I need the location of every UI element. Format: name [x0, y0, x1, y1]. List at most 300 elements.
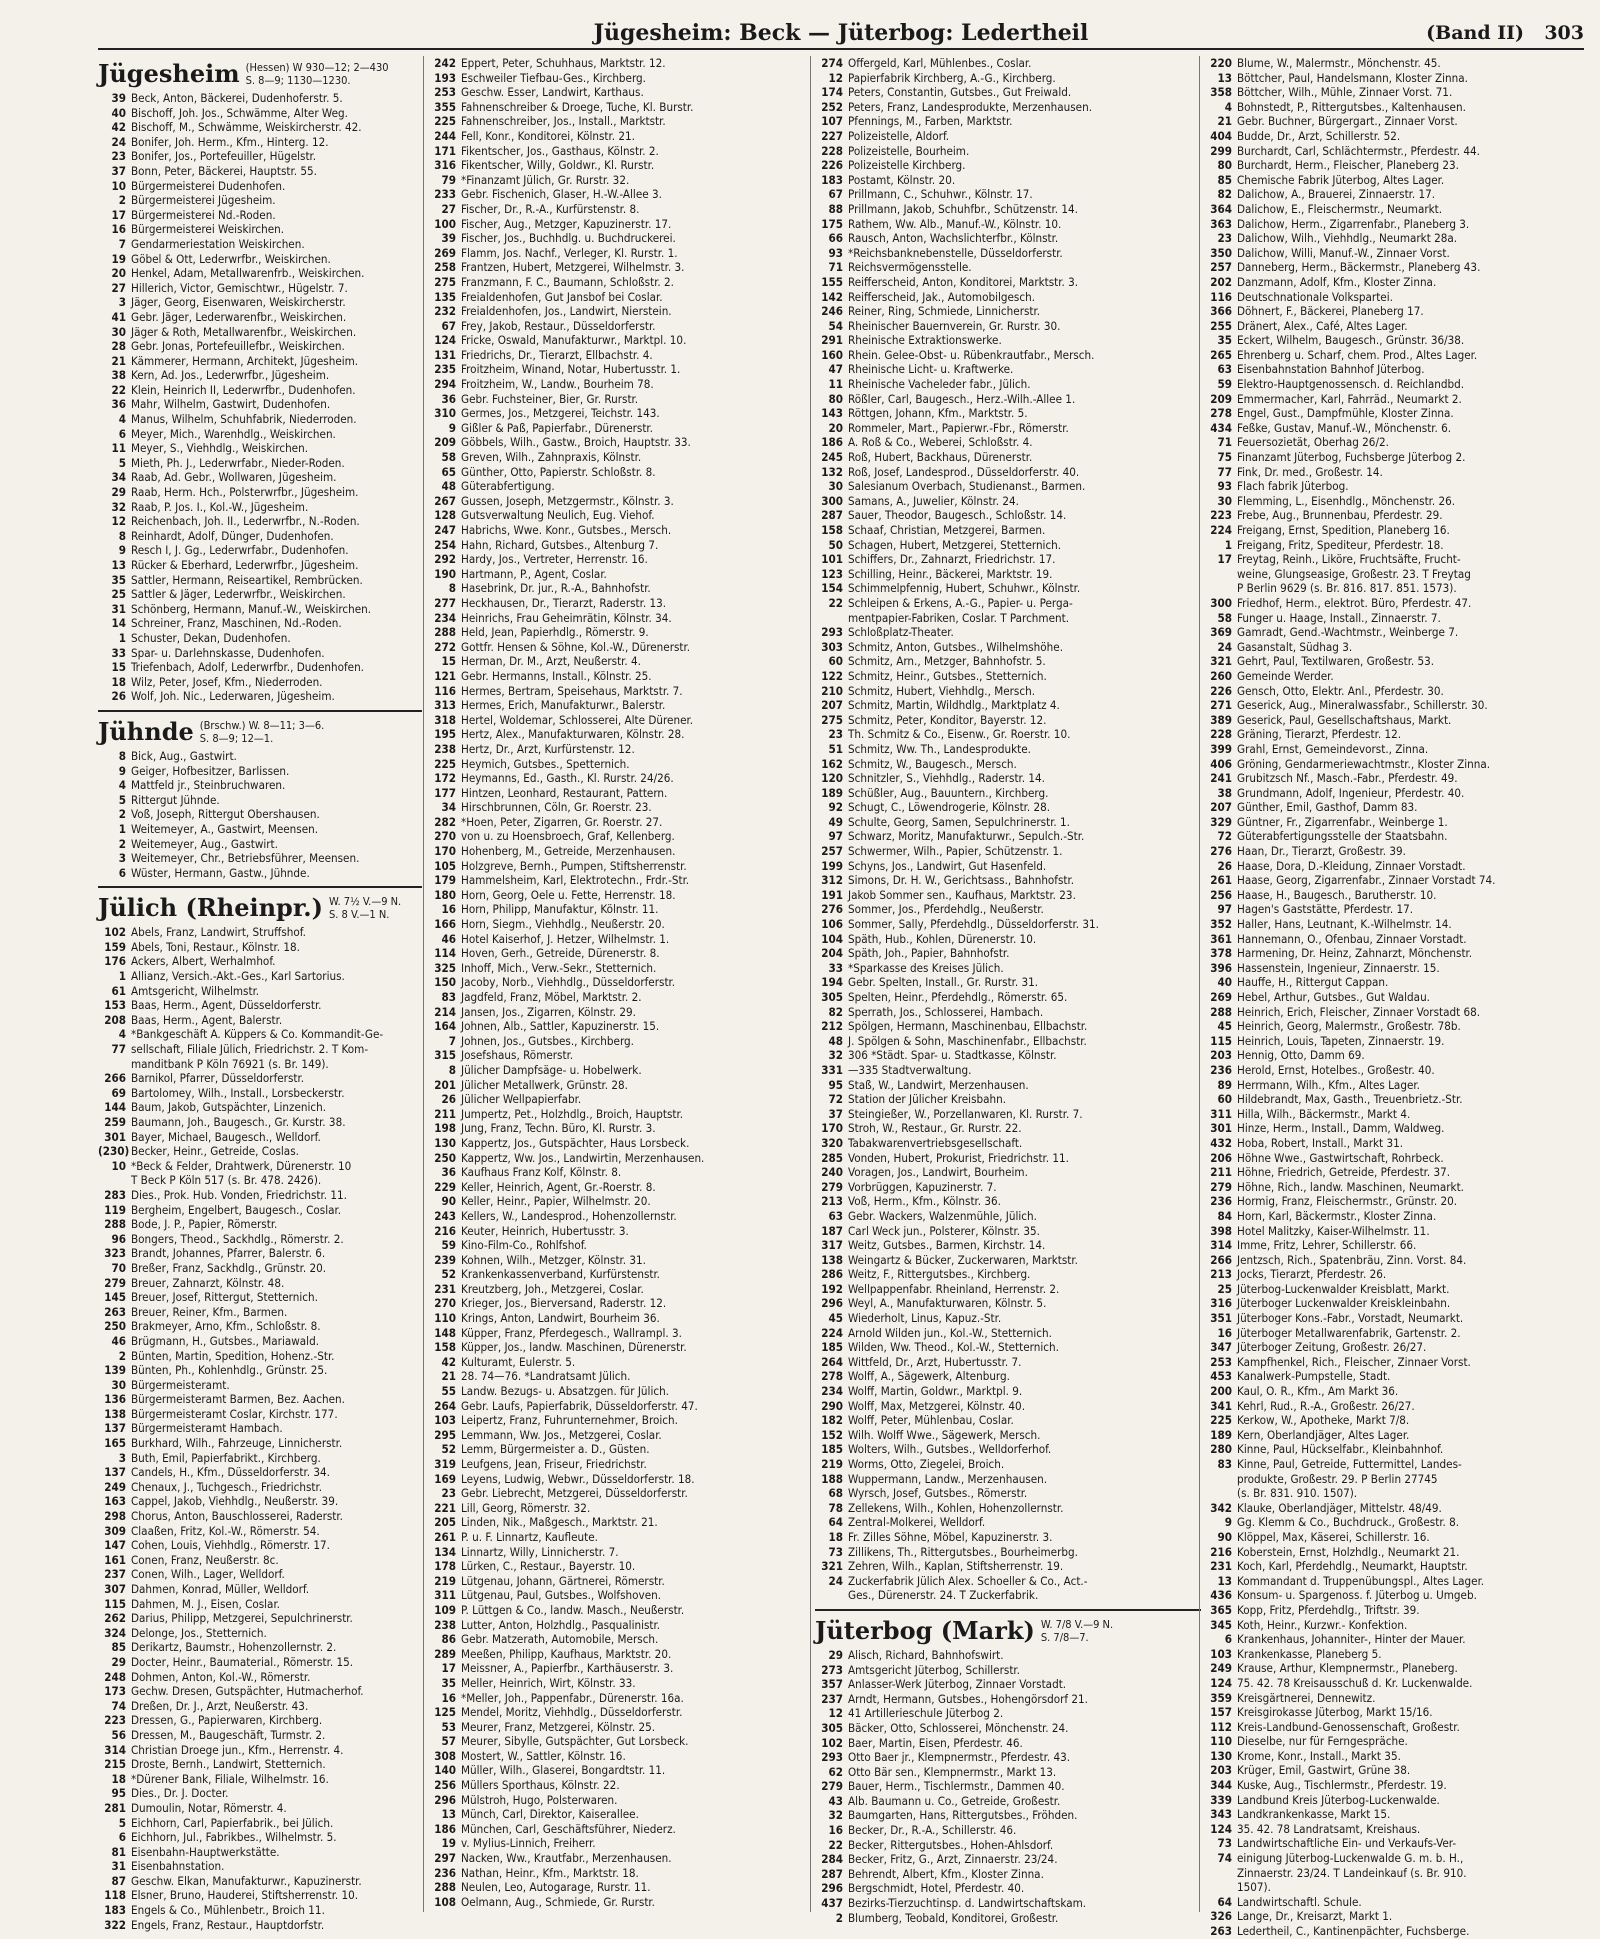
subscriber-text: Kreisgirokasse Jüterbog, Markt 15/16. — [1237, 1705, 1433, 1720]
subscriber-text: Flemming, L., Eisenhdlg., Mönchenstr. 26. — [1237, 493, 1456, 508]
phone-number: 329 — [1210, 814, 1232, 829]
phone-number: 32 — [828, 1808, 843, 1823]
subscriber-text: Landw. Bezugs- u. Absatzgen. für Jülich. — [461, 1384, 669, 1399]
subscriber-text: Zillikens, Th., Rittergutsbes., Bourheimerbg. — [848, 1544, 1078, 1559]
directory-entry — [428, 684, 812, 699]
phone-number: 211 — [434, 1106, 456, 1121]
subscriber-text: Friedhof, Herm., elektrot. Büro, Pferdestr. 47. — [1237, 595, 1472, 610]
subscriber-text: Kulturamt, Eulerstr. 5. — [461, 1354, 576, 1369]
directory-entry — [428, 1618, 812, 1633]
directory-entry — [98, 631, 422, 646]
phone-number: 102 — [821, 1735, 843, 1750]
phone-number: 226 — [1210, 683, 1232, 698]
phone-number: 185 — [821, 1340, 843, 1355]
directory-entry — [428, 1807, 812, 1822]
phone-number: 33 — [111, 645, 126, 660]
phone-number: 26 — [441, 1092, 456, 1107]
directory-entry — [1204, 1603, 1590, 1618]
subscriber-text: manditbank P Köln 76921 (s. Br. 149). — [131, 1056, 329, 1071]
directory-entry — [1204, 859, 1590, 874]
phone-number: 97 — [828, 829, 843, 844]
directory-entry — [815, 757, 1201, 772]
subscriber-text: Burchardt, Herm., Fleischer, Planeberg 23. — [1237, 158, 1459, 173]
subscriber-text: *Meller, Joh., Pappenfabr., Dürenerstr. 16a. — [461, 1690, 684, 1705]
directory-entry — [98, 1392, 422, 1407]
subscriber-text: Gendarmeriestation Weiskirchen. — [131, 236, 305, 251]
directory-entry — [1204, 611, 1590, 626]
subscriber-text: *Sparkasse des Kreises Jülich. — [848, 960, 1004, 975]
subscriber-text: Bürgermeisterei Nd.-Roden. — [131, 207, 276, 222]
subscriber-text: Kinne, Paul, Hückselfabr., Kleinbahnhof. — [1237, 1442, 1444, 1457]
directory-entry — [1204, 1720, 1590, 1735]
directory-entry — [815, 158, 1201, 173]
subscriber-text: Fischer, Jos., Buchhdlg. u. Buchdruckerei. — [461, 231, 676, 246]
subscriber-text: Johnen, Alb., Sattler, Kapuzinerstr. 15. — [461, 1019, 660, 1034]
subscriber-text: Hauffe, H., Rittergut Cappan. — [1237, 975, 1389, 990]
phone-number: 32 — [828, 1048, 843, 1063]
subscriber-text: Höhne, Rich., landw. Maschinen, Neumarkt. — [1237, 1179, 1464, 1194]
directory-entry — [428, 1588, 812, 1603]
directory-entry — [1204, 640, 1590, 655]
subscriber-text: Delonge, Jos., Stetternich. — [131, 1625, 267, 1640]
phone-number: 279 — [821, 1179, 843, 1194]
directory-entry — [1204, 975, 1590, 990]
directory-entry — [815, 523, 1201, 538]
directory-entry — [1204, 1340, 1590, 1355]
phone-number: 41 — [111, 309, 126, 324]
phone-number: 232 — [434, 304, 456, 319]
directory-entry — [815, 1063, 1201, 1078]
phone-number: 29 — [828, 1647, 843, 1662]
section-divider — [98, 886, 422, 888]
directory-entry — [815, 202, 1201, 217]
directory-entry — [428, 946, 812, 961]
phone-number: 243 — [434, 1208, 456, 1223]
phone-number: 275 — [821, 712, 843, 727]
directory-entry — [1204, 290, 1590, 305]
directory-entry — [1204, 961, 1590, 976]
subscriber-text: Heinrichs, Frau Geheimrätin, Kölnstr. 34. — [461, 610, 672, 625]
phone-number: 103 — [1210, 1646, 1232, 1661]
directory-entry — [815, 304, 1201, 319]
phone-number: 177 — [434, 785, 456, 800]
phone-number: 16 — [441, 1690, 456, 1705]
subscriber-text: Fahnenschreiber, Jos., Install., Marktstr. — [461, 114, 666, 129]
subscriber-text: Schimmelpfennig, Hubert, Schuhwr., Kölnstr. — [848, 581, 1081, 596]
directory-entry — [98, 164, 422, 179]
phone-number: 138 — [821, 1252, 843, 1267]
phone-number: 3 — [118, 295, 126, 310]
directory-entry — [1204, 771, 1590, 786]
phone-number: 29 — [111, 1654, 126, 1669]
directory-entry — [815, 246, 1201, 261]
phone-number: 58 — [441, 450, 456, 465]
subscriber-text: Roß, Josef, Landesprod., Düsseldorferstr. 40. — [848, 464, 1080, 479]
subscriber-text: 75. 42. 78 Kreisausschuß d. Kr. Luckenwalde. — [1237, 1675, 1473, 1690]
subscriber-text: Rheinischer Bauernverein, Gr. Rurstr. 30. — [848, 318, 1061, 333]
directory-entry — [428, 333, 812, 348]
subscriber-text: Schüßler, Aug., Bauuntern., Kirchberg. — [848, 785, 1049, 800]
subscriber-text: Conen, Wilh., Lager, Welldorf. — [131, 1567, 285, 1582]
phone-number: 212 — [821, 1019, 843, 1034]
subscriber-text: Neulen, Leo, Autogarage, Rurstr. 11. — [461, 1880, 651, 1895]
directory-entry — [815, 290, 1201, 305]
subscriber-text: T Beck P Köln 517 (s. Br. 478. 2426). — [131, 1173, 322, 1188]
phone-number: 148 — [434, 1325, 456, 1340]
phone-number: 312 — [821, 873, 843, 888]
phone-number: 256 — [1210, 887, 1232, 902]
phone-number — [815, 611, 848, 626]
directory-entry — [1204, 1413, 1590, 1428]
subscriber-text: Flach fabrik Jüterbog. — [1237, 479, 1349, 494]
phone-number: 256 — [434, 1778, 456, 1793]
phone-number: 169 — [434, 1471, 456, 1486]
directory-entry — [98, 1494, 422, 1509]
directory-entry — [98, 222, 422, 237]
subscriber-text: Fink, Dr. med., Großestr. 14. — [1237, 464, 1383, 479]
subscriber-text: Güterabfertigungsstelle der Staatsbahn. — [1237, 829, 1448, 844]
phone-number: 61 — [111, 983, 126, 998]
phone-number: 6 — [1224, 1632, 1232, 1647]
subscriber-text: 28. 74—76. *Landratsamt Jülich. — [461, 1369, 631, 1384]
directory-entry — [1204, 1442, 1590, 1457]
directory-entry — [1204, 1909, 1590, 1924]
subscriber-text: Weitemeyer, Aug., Gastwirt. — [131, 836, 278, 851]
phone-number — [1204, 1880, 1237, 1895]
phone-number: 263 — [104, 1304, 126, 1319]
subscriber-text: Steingießer, W., Porzellanwaren, Kl. Rurstr. 7. — [848, 1106, 1083, 1121]
place-name: Jülich (Rheinpr.) — [98, 893, 323, 923]
directory-entry — [428, 1194, 812, 1209]
directory-entry — [815, 1399, 1201, 1414]
subscriber-text: Lemm, Bürgermeister a. D., Güsten. — [461, 1442, 650, 1457]
phone-number: 8 — [118, 748, 126, 763]
subscriber-text: München, Carl, Geschäftsführer, Niederz. — [461, 1821, 676, 1836]
phone-number: 13 — [111, 558, 126, 572]
directory-entry — [428, 1763, 812, 1778]
subscriber-text: Jagdfeld, Franz, Möbel, Marktstr. 2. — [461, 990, 642, 1004]
directory-entry — [428, 1851, 812, 1866]
directory-entry — [1204, 173, 1590, 188]
directory-entry — [815, 844, 1201, 859]
phone-number: 73 — [1217, 1836, 1232, 1851]
phone-number: 145 — [104, 1290, 126, 1305]
directory-entry — [98, 441, 422, 456]
subscriber-text: Jülicher Dampfsäge- u. Hobelwerk. — [461, 1062, 642, 1077]
subscriber-text: Eichhorn, Jul., Fabrikbes., Wilhelmstr. 5. — [131, 1830, 337, 1845]
phone-number: 11 — [828, 377, 843, 392]
subscriber-text: Bonifer, Jos., Portefeuiller, Hügelstr. — [131, 149, 317, 164]
subscriber-text: Jüterboger Zeitung, Großestr. 26/27. — [1237, 1340, 1427, 1355]
phone-number: 2 — [118, 836, 126, 851]
phone-number: 281 — [104, 1800, 126, 1815]
phone-number: 8 — [448, 581, 456, 596]
directory-entry — [815, 654, 1201, 669]
subscriber-text: Gechw. Dresen, Gutspächter, Hutmacherhof. — [131, 1684, 364, 1699]
phone-number: 42 — [111, 120, 126, 135]
subscriber-text: Jakob Sommer sen., Kaufhaus, Marktstr. 23. — [848, 887, 1076, 902]
subscriber-text: Weingartz & Bücker, Zuckerwaren, Marktstr. — [848, 1252, 1078, 1267]
subscriber-text: Eichhorn, Carl, Papierfabrik., bei Jülich. — [131, 1815, 334, 1830]
subscriber-text: Kappertz, Jos., Gutspächter, Haus Lorsbeck. — [461, 1135, 690, 1150]
phone-number: 23 — [111, 149, 126, 164]
phone-number: 323 — [104, 1246, 126, 1261]
subscriber-text: Emmermacher, Karl, Fahrräd., Neumarkt 2. — [1237, 391, 1462, 406]
subscriber-text: Hermes, Bertram, Speisehaus, Marktstr. 7. — [461, 683, 683, 698]
phone-number: 436 — [1210, 1588, 1232, 1603]
subscriber-text: Krause, Arthur, Klempnermstr., Planeberg. — [1237, 1661, 1458, 1676]
directory-entry — [815, 100, 1201, 115]
subscriber-text: Heckhausen, Dr., Tierarzt, Raderstr. 13. — [461, 595, 667, 610]
directory-entry — [815, 1428, 1201, 1443]
phone-number: 215 — [104, 1757, 126, 1772]
subscriber-text: Rathem, Ww. Alb., Manuf.-W., Kölnstr. 10. — [848, 216, 1062, 231]
directory-entry — [98, 778, 422, 793]
directory-entry — [815, 713, 1201, 728]
subscriber-text: Spar- u. Darlehnskasse, Dudenhofen. — [131, 645, 325, 660]
subscriber-text: Darius, Philipp, Metzgerei, Sepulchrinerstr. — [131, 1611, 353, 1626]
phone-number: 211 — [1210, 1165, 1232, 1180]
subscriber-text: Krome, Konr., Install., Markt 35. — [1237, 1748, 1401, 1763]
subscriber-text: Held, Jean, Papierhdlg., Römerstr. 9. — [461, 625, 649, 640]
phone-number: 310 — [434, 406, 456, 421]
phone-number: 209 — [1210, 391, 1232, 406]
phone-number: 398 — [1210, 1223, 1232, 1238]
subscriber-text: Gebr. Fischenich, Glaser, H.-W.-Allee 3. — [461, 187, 662, 202]
directory-entry — [1204, 319, 1590, 334]
subscriber-text: Krankenkassenverband, Kurfürstenstr. — [461, 1267, 660, 1282]
phone-number: 253 — [1210, 1354, 1232, 1369]
directory-entry — [428, 1486, 812, 1501]
phone-number: 247 — [434, 523, 456, 537]
subscriber-text: Kuske, Aug., Tischlermstr., Pferdestr. 19. — [1237, 1778, 1447, 1793]
phone-number: 36 — [441, 391, 456, 406]
phone-number: 369 — [1210, 625, 1232, 640]
directory-entry — [1204, 625, 1590, 640]
phone-number: 23 — [1217, 231, 1232, 246]
subscriber-text: Schiffers, Dr., Zahnarzt, Friedrichstr. 17. — [848, 552, 1056, 567]
phone-number: 221 — [434, 1500, 456, 1515]
directory-entry — [1204, 1253, 1590, 1268]
phone-number: 331 — [821, 1062, 843, 1077]
phone-number: 12 — [111, 514, 126, 529]
directory-entry — [428, 669, 812, 684]
phone-number: 325 — [434, 960, 456, 975]
phone-number: 43 — [828, 1793, 843, 1808]
phone-number: 90 — [441, 1194, 456, 1209]
phone-number — [1204, 1472, 1237, 1487]
phone-number: 219 — [434, 1573, 456, 1588]
subscriber-text: Klauke, Oberlandjäger, Mittelstr. 48/49. — [1237, 1500, 1442, 1515]
directory-entry — [98, 397, 422, 412]
directory-entry — [98, 954, 422, 969]
directory-entry — [428, 56, 812, 71]
phone-number: 107 — [821, 114, 843, 129]
directory-entry — [1204, 932, 1590, 947]
phone-number: 36 — [111, 397, 126, 412]
subscriber-text: Bischoff, Joh. Jos., Schwämme, Alter Weg. — [131, 105, 348, 120]
phone-number: 170 — [434, 844, 456, 859]
subscriber-text: Horn, Karl, Bäckermstr., Kloster Zinna. — [1237, 1208, 1437, 1223]
directory-entry — [1204, 1705, 1590, 1720]
phone-number — [1204, 1866, 1237, 1881]
subscriber-text: Nathan, Heinr., Kfm., Marktstr. 18. — [461, 1865, 639, 1880]
phone-number: 339 — [1210, 1792, 1232, 1807]
directory-entry — [1204, 1924, 1590, 1939]
subscriber-text: Jüterbog-Luckenwalder Kreisblatt, Markt. — [1237, 1281, 1450, 1296]
phone-number: 453 — [1210, 1369, 1232, 1384]
subscriber-text: Frey, Jakob, Restaur., Düsseldorferstr. — [461, 318, 656, 333]
subscriber-text: Wellpappenfabr. Rheinland, Herrenstr. 2. — [848, 1281, 1060, 1296]
subscriber-text: Hartmann, P., Agent, Coslar. — [461, 566, 607, 581]
phone-number: 80 — [1217, 158, 1232, 173]
phone-number: 163 — [104, 1494, 126, 1509]
phone-number: 45 — [1217, 1019, 1232, 1034]
subscriber-text: Krankenhaus, Johanniter-, Hinter der Mauer. — [1237, 1632, 1466, 1647]
subscriber-text: Zentral-Molkerei, Welldorf. — [848, 1515, 986, 1530]
directory-entry — [98, 295, 422, 310]
subscriber-text: Pfennings, M., Farben, Marktstr. — [848, 114, 1013, 129]
directory-entry — [428, 538, 812, 553]
phone-number: 254 — [434, 537, 456, 552]
subscriber-text: Bongers, Theod., Sackhdlg., Römerstr. 2. — [131, 1231, 344, 1246]
directory-entry — [428, 1369, 812, 1384]
directory-entry — [815, 698, 1201, 713]
subscriber-text: Heinrich, Louis, Tapeten, Zinnaerstr. 19. — [1237, 1033, 1445, 1048]
subscriber-text: Späth, Hub., Kohlen, Dürenerstr. 10. — [848, 931, 1037, 946]
directory-entry — [815, 1677, 1201, 1692]
subscriber-text: Schönberg, Hermann, Manuf.-W., Weiskirchen. — [131, 601, 372, 616]
subscriber-text: Bonifer, Joh. Herm., Kfm., Hinterg. 12. — [131, 134, 329, 149]
directory-entry — [1204, 1194, 1590, 1209]
subscriber-text: Finanzamt Jüterbog, Fuchsberge Jüterbog 2. — [1237, 450, 1466, 465]
directory-entry — [815, 625, 1201, 640]
subscriber-text: Kaul, O. R., Kfm., Am Markt 36. — [1237, 1384, 1399, 1399]
phone-number: 314 — [1210, 1238, 1232, 1253]
directory-entry — [428, 1092, 812, 1107]
phone-number: 56 — [111, 1727, 126, 1742]
directory-entry — [1204, 1121, 1590, 1136]
subscriber-text: Polizeistelle, Aldorf. — [848, 128, 950, 143]
office-hours — [329, 894, 401, 921]
directory-entry — [1204, 1807, 1590, 1822]
subscriber-text: Mieth, Ph. J., Lederwrfabr., Nieder-Roden. — [131, 455, 345, 470]
subscriber-text: Burchardt, Carl, Schlächtermstr., Pferdestr. 44. — [1237, 143, 1480, 158]
phone-number: 193 — [434, 70, 456, 85]
phone-number: 216 — [1210, 1544, 1232, 1559]
phone-number: 272 — [434, 639, 456, 654]
directory-entry — [815, 669, 1201, 684]
directory-entry — [815, 552, 1201, 567]
subscriber-text: Bürgermeisterei Jügesheim. — [131, 193, 276, 208]
directory-entry — [815, 1545, 1201, 1560]
phone-number: 110 — [434, 1311, 456, 1326]
phone-number: 207 — [821, 698, 843, 713]
phone-number: 351 — [1210, 1311, 1232, 1326]
directory-entry — [98, 793, 422, 808]
section-divider — [98, 710, 422, 712]
subscriber-text: Bartolomey, Wilh., Install., Lorsbeckerstr. — [131, 1085, 345, 1100]
phone-number: 214 — [434, 1004, 456, 1019]
subscriber-text: Lürken, C., Restaur., Bayerstr. 10. — [461, 1559, 636, 1574]
directory-entry — [428, 552, 812, 567]
phone-number: 249 — [104, 1479, 126, 1494]
subscriber-text: Gebr. Jonas, Portefeuillefbr., Weiskirchen. — [131, 339, 345, 354]
subscriber-text: Breuer, Zahnarzt, Kölnstr. 48. — [131, 1275, 285, 1290]
subscriber-text: Horn, Georg, Oele u. Fette, Herrenstr. 18. — [461, 887, 676, 902]
phone-number: 30 — [828, 479, 843, 494]
phone-number: 307 — [104, 1582, 126, 1596]
subscriber-text: Peters, Constantin, Gutsbes., Gut Freiwald. — [848, 85, 1072, 100]
directory-entry — [815, 859, 1201, 874]
subscriber-text: Dahmen, Konrad, Müller, Welldorf. — [131, 1582, 310, 1596]
phone-number: 276 — [1210, 844, 1232, 859]
directory-entry — [98, 1363, 422, 1378]
directory-entry — [1204, 421, 1590, 436]
directory-entry — [98, 1115, 422, 1130]
office-hours — [200, 718, 325, 745]
phone-number: 266 — [104, 1071, 126, 1086]
subscriber-text: Becker, Dr., R.-A., Schillerstr. 46. — [848, 1823, 1017, 1838]
directory-entry — [98, 587, 422, 602]
phone-number: 208 — [104, 1012, 126, 1027]
phone-number: 255 — [1210, 318, 1232, 333]
phone-number: 231 — [434, 1281, 456, 1296]
directory-entry — [428, 640, 812, 655]
subscriber-text: Alb. Baumann u. Co., Getreide, Großestr. — [848, 1793, 1061, 1808]
directory-entry — [98, 969, 422, 984]
phone-number: 224 — [821, 1325, 843, 1340]
phone-number: 203 — [1210, 1048, 1232, 1063]
directory-entry — [98, 646, 422, 661]
directory-entry — [98, 1699, 422, 1714]
subscriber-text: Gröning, Gendarmeriewachtmstr., Kloster Zinna. — [1237, 756, 1491, 771]
phone-number: 216 — [434, 1223, 456, 1238]
subscriber-text: Dalichow, Willi, Manuf.-W., Zinnaer Vorst. — [1237, 245, 1450, 260]
directory-entry — [428, 260, 812, 275]
phone-number: 311 — [1210, 1106, 1232, 1121]
directory-entry — [815, 1486, 1201, 1501]
subscriber-text: Bauer, Herm., Tischlermstr., Dammen 40. — [848, 1779, 1065, 1794]
directory-entry — [1204, 1486, 1590, 1501]
phone-number: 231 — [1210, 1559, 1232, 1574]
phone-number: 26 — [111, 689, 126, 704]
phone-number: 90 — [1217, 1529, 1232, 1544]
subscriber-text: Otto Baer jr., Klempnermstr., Pferdestr. 43. — [848, 1750, 1071, 1765]
subscriber-text: Meurer, Sibylle, Gutspächter, Gut Lorsbeck. — [461, 1734, 689, 1749]
subscriber-text: Kampfhenkel, Rich., Fleischer, Zinnaer Vorst. — [1237, 1354, 1471, 1369]
subscriber-text: Vorbrüggen, Kapuzinerstr. 7. — [848, 1179, 997, 1194]
subscriber-text: Kopp, Fritz, Pferdehdlg., Triftstr. 39. — [1237, 1602, 1420, 1617]
directory-entry — [428, 742, 812, 757]
directory-entry — [1204, 1063, 1590, 1078]
phone-number: 150 — [434, 975, 456, 990]
directory-entry — [428, 494, 812, 509]
subscriber-text: Becker, Heinr., Getreide, Coslas. — [131, 1144, 299, 1159]
directory-entry — [98, 1100, 422, 1115]
phone-number: 121 — [434, 668, 456, 683]
subscriber-text: Konsum- u. Spargenoss. f. Jüterbog u. Umgeb. — [1237, 1588, 1477, 1603]
phone-number: 264 — [434, 1398, 456, 1413]
subscriber-text: Gemeinde Werder. — [1237, 668, 1334, 683]
directory-entry — [815, 1034, 1201, 1049]
subscriber-text: Dieselbe, nur für Ferngespräche. — [1237, 1734, 1408, 1749]
directory-entry — [1204, 800, 1590, 815]
directory-entry — [1204, 1793, 1590, 1808]
subscriber-text: Schagen, Hubert, Metzgerei, Stetternich. — [848, 537, 1062, 552]
phone-number: 21 — [1217, 114, 1232, 129]
subscriber-text: Prillmann, Jakob, Schuhfbr., Schützenstr. 14. — [848, 201, 1078, 216]
